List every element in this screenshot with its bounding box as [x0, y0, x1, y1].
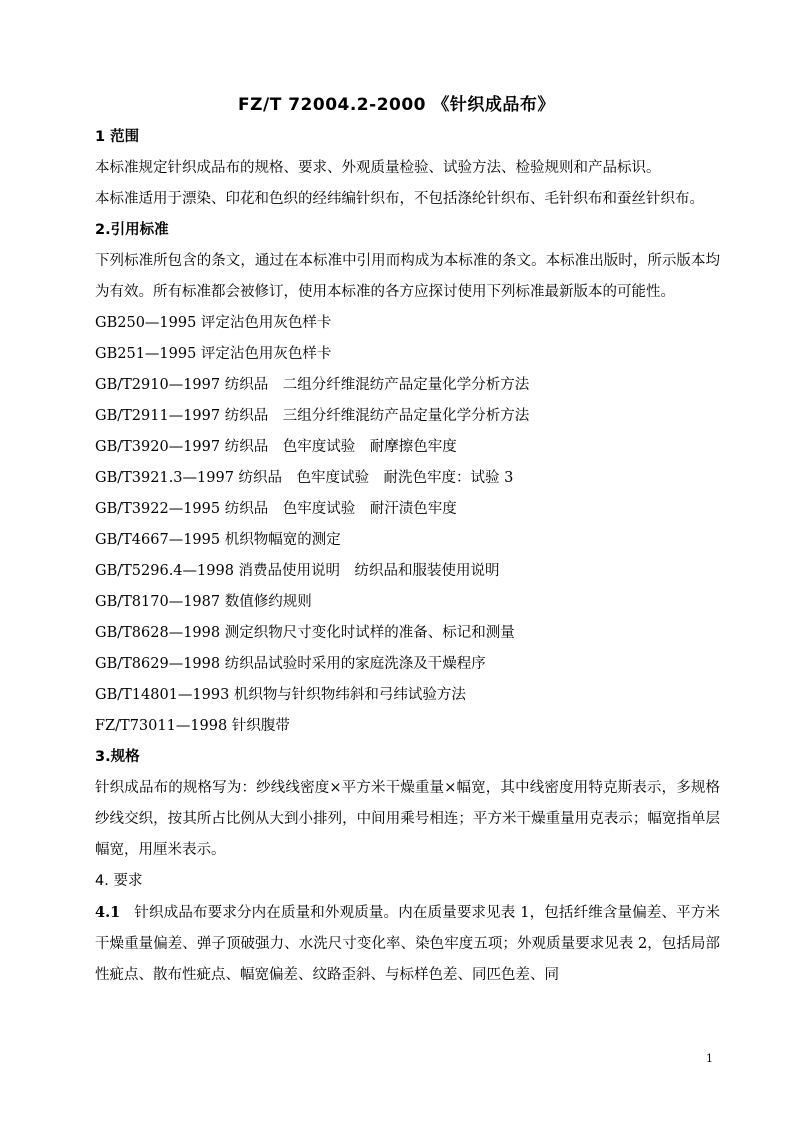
- reference-item: FZ/T73011—1998 针织腹带: [95, 718, 290, 734]
- page-number: 1: [706, 1052, 713, 1065]
- reference-list: [95, 308, 720, 742]
- reference-item: GB/T8170—1987 数值修约规则: [95, 594, 312, 610]
- reference-item: GB/T3922—1995 纺织品 色牢度试验 耐汗渍色牢度: [95, 501, 457, 517]
- reference-item: GB/T5296.4—1998 消费品使用说明 纺织品和服装使用说明: [95, 563, 500, 579]
- section-2-heading: 2.引用标准: [95, 222, 169, 238]
- section-3-heading: 3.规格: [95, 749, 140, 765]
- section-1-heading: 1 范围: [95, 129, 140, 145]
- reference-item: GB/T2911—1997 纺织品 三组分纤维混纺产品定量化学分析方法: [95, 408, 530, 424]
- reference-item: GB/T3921.3—1997 纺织品 色牢度试验 耐洗色牢度：试验 3: [95, 470, 514, 486]
- section-1-paragraph-1: 本标准规定针织成品布的规格、要求、外观质量检验、试验方法、检验规则和产品标识。: [95, 160, 661, 176]
- reference-item: GB/T3920—1997 纺织品 色牢度试验 耐摩擦色牢度: [95, 439, 457, 455]
- reference-item: GB251—1995 评定沾色用灰色样卡: [95, 346, 332, 362]
- reference-item: GB250—1995 评定沾色用灰色样卡: [95, 315, 332, 331]
- section-4-heading: 4. 要求: [95, 873, 143, 889]
- clause-text: 针织成品布要求分内在质量和外观质量。内在质量要求见表 1，包括纤维含量偏差、平方米干燥重量偏差、弹子顶破强力、水洗尺寸变化率、染色牢度五项；外观质量要求见表 2，包括局部性疵点、散布性疵点、幅宽偏差、纹路歪斜、与标样色差、同匹色差、同: [95, 905, 720, 983]
- reference-item: GB/T2910—1997 纺织品 二组分纤维混纺产品定量化学分析方法: [95, 377, 530, 393]
- clause-number: 4.1: [95, 904, 121, 921]
- clause-4-1: [95, 897, 720, 991]
- reference-item: GB/T8629—1998 纺织品试验时采用的家庭洗涤及干燥程序: [95, 656, 486, 672]
- section-1-paragraph-2: 本标准适用于漂染、印花和色织的经纬编针织布，不包括涤纶针织布、毛针织布和蚕丝针织布。: [95, 191, 704, 207]
- document-body: [95, 122, 720, 991]
- reference-item: GB/T14801—1993 机织物与针织物纬斜和弓纬试验方法: [95, 687, 466, 703]
- reference-item: GB/T4667—1995 机织物幅宽的测定: [95, 532, 341, 548]
- section-2-paragraph: 下列标准所包含的条文，通过在本标准中引用而构成为本标准的条文。本标准出版时，所示版本均为有效。所有标准都会被修订，使用本标准的各方应探讨使用下列标准最新版本的可能性。: [95, 253, 720, 300]
- reference-item: GB/T8628—1998 测定织物尺寸变化时试样的准备、标记和测量: [95, 625, 515, 641]
- document-title: FZ/T 72004.2-2000 《针织成品布》: [238, 95, 555, 115]
- section-3-paragraph: 针织成品布的规格写为：纱线线密度×平方米干燥重量×幅宽，其中线密度用特克斯表示，多规格纱线交织，按其所占比例从大到小排列，中间用乘号相连；平方米干燥重量用克表示；幅宽指单层幅宽，用厘米表示。: [95, 780, 720, 858]
